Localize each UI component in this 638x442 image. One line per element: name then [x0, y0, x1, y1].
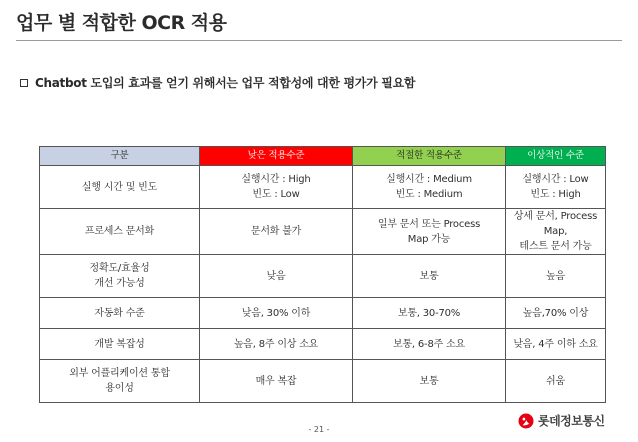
category-cell: 개발 복잡성 — [40, 329, 200, 360]
header-low-level: 낮은 적용수준 — [200, 147, 353, 166]
low-cell: 낮음, 30% 이하 — [200, 298, 353, 329]
category-cell: 외부 어플리케이션 통합 용이성 — [40, 360, 200, 403]
ideal-cell: 높음 — [506, 255, 606, 298]
ideal-cell: 낮음, 4주 이하 소요 — [506, 329, 606, 360]
header-category: 구분 — [40, 147, 200, 166]
summary-text: Chatbot 도입의 효과를 얻기 위해서는 업무 적합성에 대한 평가가 필요함 — [35, 76, 416, 90]
table-header-row — [40, 147, 606, 166]
low-cell: 높음, 8주 이상 소요 — [200, 329, 353, 360]
low-cell: 매우 복잡 — [200, 360, 353, 403]
table-row — [40, 255, 606, 298]
page-number: - 21 - — [308, 425, 330, 434]
table-row — [40, 360, 606, 403]
mid-cell: 일부 문서 또는 Process Map 가능 — [353, 209, 506, 255]
mid-cell: 보통 — [353, 255, 506, 298]
brand-logo — [518, 412, 605, 429]
mid-cell: 실행시간 : Medium 빈도 : Medium — [353, 166, 506, 209]
low-cell: 문서화 불가 — [200, 209, 353, 255]
ideal-cell: 쉬움 — [506, 360, 606, 403]
low-cell: 실행시간 : High 빈도 : Low — [200, 166, 353, 209]
checkbox-bullet-icon — [20, 79, 28, 87]
ideal-cell: 실행시간 : Low 빈도 : High — [506, 166, 606, 209]
mid-cell: 보통, 30-70% — [353, 298, 506, 329]
header-ideal-level: 이상적인 수준 — [506, 147, 606, 166]
table-row — [40, 329, 606, 360]
mid-cell: 보통, 6-8주 소요 — [353, 329, 506, 360]
summary-bullet — [20, 74, 415, 91]
ideal-cell: 상세 문서, Process Map, 테스트 문서 가능 — [506, 209, 606, 255]
category-cell: 자동화 수준 — [40, 298, 200, 329]
header-appropriate-level: 적절한 적용수준 — [353, 147, 506, 166]
lotte-logo-icon — [518, 413, 534, 429]
mid-cell: 보통 — [353, 360, 506, 403]
slide-title: 업무 별 적합한 OCR 적용 — [16, 12, 227, 34]
category-cell: 실행 시간 및 빈도 — [40, 166, 200, 209]
low-cell: 낮음 — [200, 255, 353, 298]
title-divider — [16, 40, 622, 41]
table-row — [40, 166, 606, 209]
table-row — [40, 298, 606, 329]
category-cell: 프로세스 문서화 — [40, 209, 200, 255]
table-row — [40, 209, 606, 255]
brand-name: 롯데정보통신 — [538, 414, 605, 428]
ideal-cell: 높음,70% 이상 — [506, 298, 606, 329]
ocr-suitability-table — [39, 146, 606, 403]
category-cell: 정확도/효율성 개선 가능성 — [40, 255, 200, 298]
table-body — [40, 166, 606, 403]
